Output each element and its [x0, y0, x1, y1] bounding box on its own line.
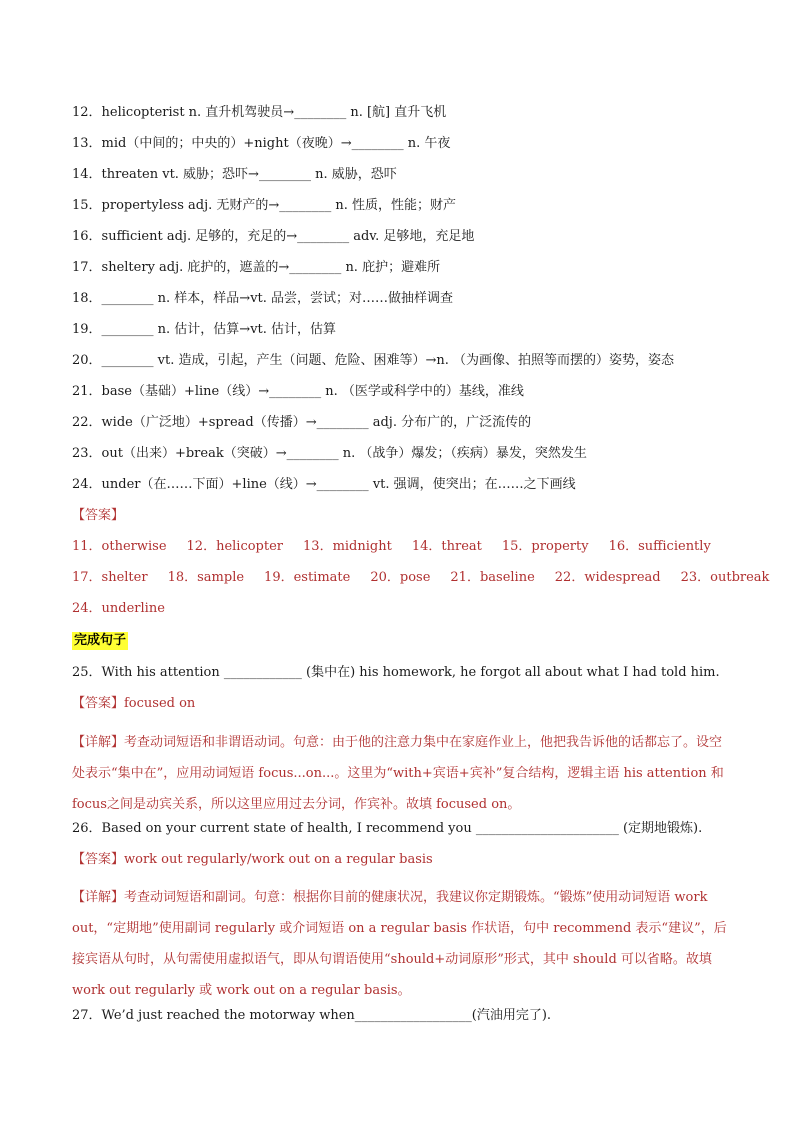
answer-20: 20．pose: [370, 570, 431, 585]
answer-row-2: [72, 569, 770, 587]
q25-answer: 【答案】focused on: [72, 696, 196, 711]
vocab-item-22: 22．wide（广泛地）+spread（传播）→________ adj. 分布广的，广泛流传的: [72, 415, 532, 430]
question-26: 26．Based on your current state of health, I recommend you ______________________ (定期地锻炼).: [72, 821, 703, 836]
answer-16: 16．sufficiently: [608, 539, 711, 554]
answer-23: 23．outbreak: [680, 570, 770, 585]
vocab-item-12: 12．helicopterist n. 直升机驾驶员→________ n. [航] 直升飞机: [72, 105, 447, 120]
answer-row-1: [72, 538, 732, 556]
q26-explanation: 【详解】考查动词短语和副词。句意：根据你目前的健康状况，我建议你定期锻炼。“锻炼”使用动词短语 work out，“定期地”使用副词 regularly 或介词短语 on a regular basis 作状语，句中 recommend 表示“建议”，后接宾语从句时，从句需使用虚拟语气，即从句谓语使用“should+动词原形”形式，其中 should 可以省略。故填 work out regularly 或 work out on a regular basis。: [72, 890, 727, 998]
answer-19: 19．estimate: [264, 570, 351, 585]
q25-explanation: 【详解】考查动词短语和非谓语动词。句意：由于他的注意力集中在家庭作业上，他把我告诉他的话都忘了。设空处表示“集中在”，应用动词短语 focus...on...。这里为“with+宾语+宾补”复合结构，逻辑主语 his attention 和 focus之间是动宾关系，所以这里应用过去分词，作宾补。故填 focused on。: [72, 735, 724, 812]
vocab-item-13: 13．mid（中间的；中央的）+night（夜晚）→________ n. 午夜: [72, 136, 451, 151]
vocab-item-18: 18．________ n. 样本，样品→vt. 品尝，尝试；对……做抽样调查: [72, 291, 454, 306]
vocab-item-15: 15．propertyless adj. 无财产的→________ n. 性质，性能；财产: [72, 198, 457, 213]
q26-answer: 【答案】work out regularly/work out on a regular basis: [72, 852, 433, 867]
answer-24: 24．underline: [72, 601, 165, 616]
section-heading: 完成句子: [74, 633, 127, 648]
answer-18: 18．sample: [167, 570, 245, 585]
question-27: 27．We’d just reached the motorway when__________________(汽油用完了).: [72, 1008, 552, 1023]
answer-row-3: [72, 600, 732, 618]
vocab-item-19: 19．________ n. 估计，估算→vt. 估计，估算: [72, 322, 337, 337]
vocab-item-17: 17．sheltery adj. 庇护的，遮盖的→________ n. 庇护；避难所: [72, 260, 441, 275]
answer-22: 22．widespread: [554, 570, 661, 585]
question-25: 25．With his attention ____________ (集中在) his homework, he forgot all about what I had told him.: [72, 665, 720, 680]
vocab-item-23: 23．out（出来）+break（突破）→________ n. （战争）爆发；（疾病）暴发，突然发生: [72, 446, 587, 461]
vocab-item-20: 20．________ vt. 造成，引起，产生（问题、危险、困难等）→n. （为画像、拍照等而摆的）姿势，姿态: [72, 353, 675, 368]
vocab-item-21: 21．base（基础）+line（线）→________ n. （医学或科学中的）基线，准线: [72, 384, 524, 399]
answer-14: 14．threat: [411, 539, 482, 554]
answer-12: 12．helicopter: [186, 539, 284, 554]
vocab-item-24: 24．under（在……下面）+line（线）→________ vt. 强调，使突出；在……之下画线: [72, 477, 576, 492]
answer-15: 15．property: [501, 539, 589, 554]
answer-21: 21．baseline: [450, 570, 535, 585]
vocab-item-16: 16．sufficient adj. 足够的，充足的→________ adv. 足够地，充足地: [72, 229, 475, 244]
answer-11: 11．otherwise: [72, 539, 167, 554]
answer-13: 13．midnight: [303, 539, 392, 554]
answer-17: 17．shelter: [72, 570, 148, 585]
answer-label: 【答案】: [72, 508, 125, 523]
vocab-item-14: 14．threaten vt. 威胁；恐吓→________ n. 威胁，恐吓: [72, 167, 397, 182]
